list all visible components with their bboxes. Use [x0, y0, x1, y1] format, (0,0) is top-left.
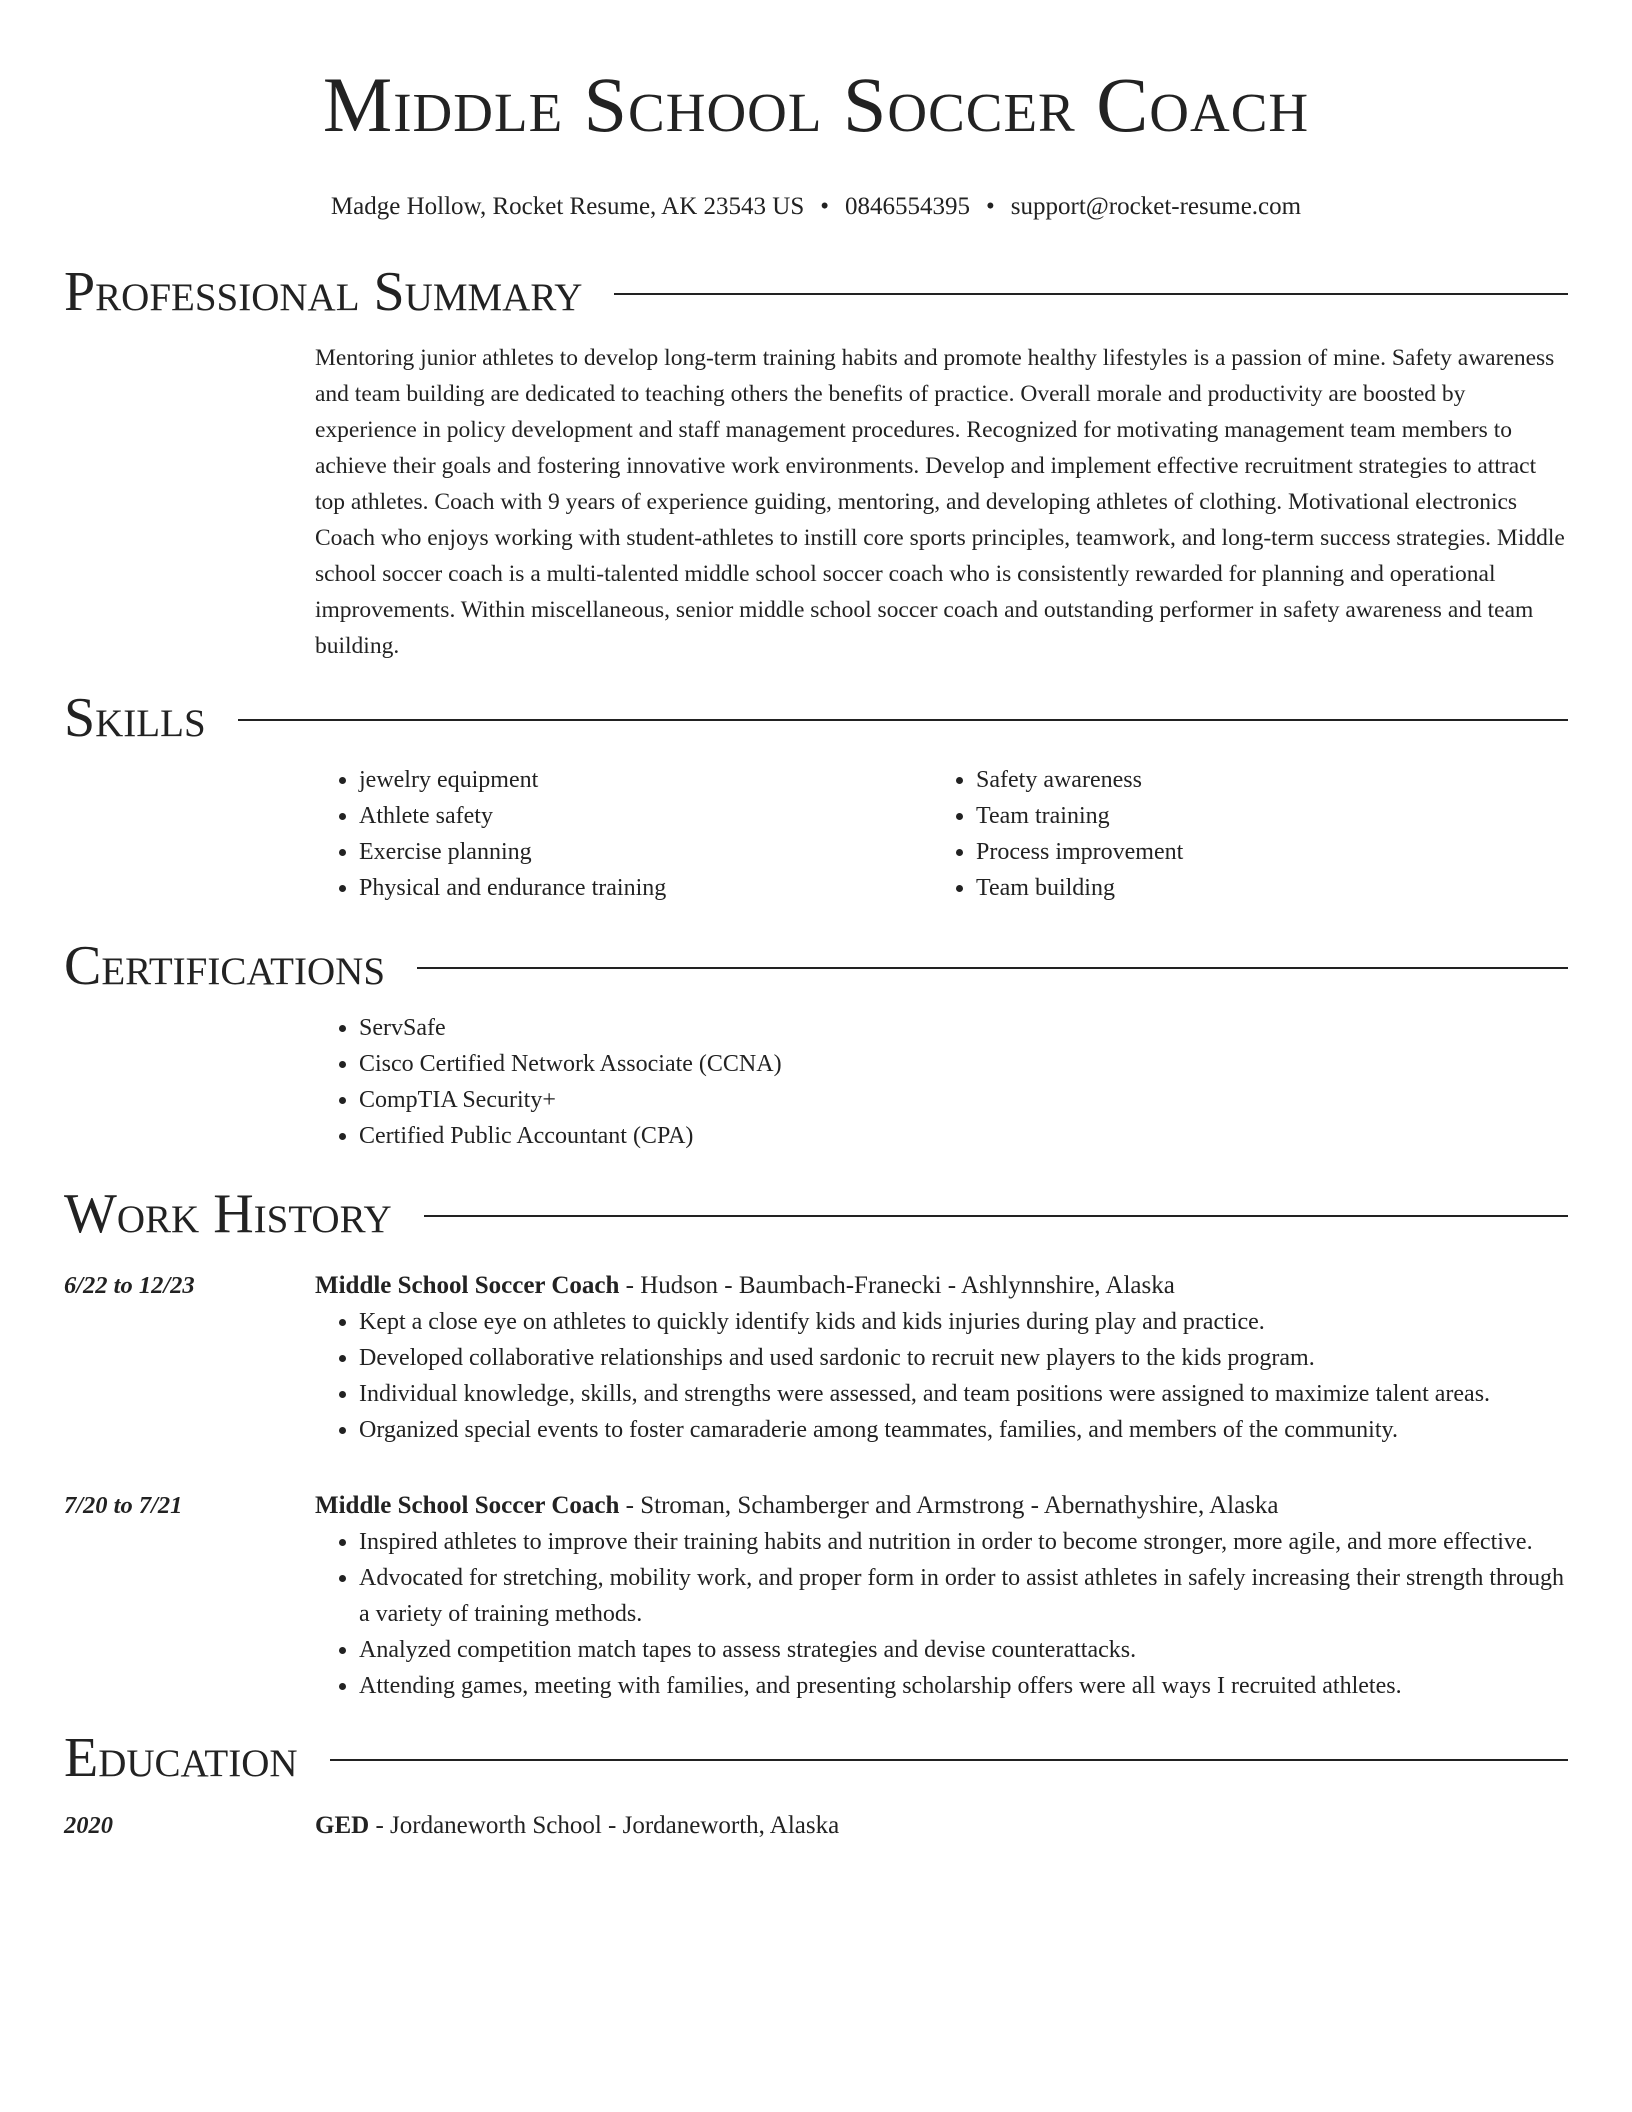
resume-name-heading: Middle School Soccer Coach — [322, 61, 1310, 148]
certifications-section-header — [64, 936, 1568, 996]
education-entry — [64, 1808, 1568, 1844]
section-divider — [330, 1759, 1568, 1761]
contact-email: support@rocket-resume.com — [1010, 193, 1302, 220]
job-dates: 7/20 to 7/21 — [64, 1492, 183, 1519]
skill-item: • Team training — [976, 798, 1549, 834]
skill-item: • Physical and endurance training — [359, 870, 932, 906]
contact-separator: • — [986, 193, 995, 220]
job-dates: 6/22 to 12/23 — [64, 1272, 195, 1299]
contact-line — [64, 190, 1568, 224]
section-divider — [417, 967, 1568, 969]
certification-item: • ServSafe — [359, 1010, 1568, 1046]
skill-item: • Safety awareness — [976, 762, 1549, 798]
summary-section — [64, 262, 1568, 664]
section-divider — [424, 1215, 1568, 1217]
skills-section-header — [64, 688, 1568, 748]
skills-section-title: Skills — [64, 687, 206, 749]
certifications-section — [64, 936, 1568, 1154]
certification-item: • Certified Public Accountant (CPA) — [359, 1118, 1568, 1154]
section-divider — [238, 719, 1568, 721]
education-degree: GED — [315, 1812, 370, 1839]
skills-column-left — [315, 762, 932, 906]
job-heading — [315, 1268, 1568, 1304]
job-heading — [315, 1488, 1568, 1524]
work-history-section-header — [64, 1184, 1568, 1244]
education-section-title: Education — [64, 1727, 298, 1789]
certifications-list-wrapper — [315, 1010, 1568, 1154]
skills-list-right — [932, 762, 1549, 906]
skills-section — [64, 688, 1568, 906]
job-entry — [64, 1488, 1568, 1704]
job-bullet: • Attending games, meeting with families, and presenting scholarship offers were all ways I recruited athletes. — [359, 1668, 1568, 1704]
skill-item: • jewelry equipment — [359, 762, 932, 798]
job-bullet: • Inspired athletes to improve their training habits and nutrition in order to become stronger, more agile, and more effective. — [359, 1524, 1568, 1560]
job-role: Middle School Soccer Coach — [315, 1272, 620, 1299]
education-section — [64, 1728, 1568, 1844]
skills-column-right — [932, 762, 1549, 906]
skills-grid — [315, 762, 1568, 906]
certification-item: • CompTIA Security+ — [359, 1082, 1568, 1118]
certifications-section-title: Certifications — [64, 935, 386, 997]
job-employer-location: - Hudson - Baumbach-Franecki - Ashlynnshire, Alaska — [619, 1272, 1175, 1299]
job-entry — [64, 1268, 1568, 1448]
work-history-section-title: Work History — [64, 1183, 392, 1245]
job-body — [315, 1488, 1568, 1704]
job-employer-location: - Stroman, Schamberger and Armstrong - Abernathyshire, Alaska — [619, 1492, 1279, 1519]
contact-address: Madge Hollow, Rocket Resume, AK 23543 US — [330, 193, 805, 220]
education-school-location: - Jordaneworth School - Jordaneworth, Alaska — [369, 1812, 840, 1839]
skill-item: • Process improvement — [976, 834, 1549, 870]
contact-separator: • — [820, 193, 830, 220]
job-role: Middle School Soccer Coach — [315, 1492, 620, 1519]
job-bullet: • Organized special events to foster camaraderie among teammates, families, and members of the community. — [359, 1412, 1568, 1448]
job-body — [315, 1268, 1568, 1448]
job-bullet: • Developed collaborative relationships and used sardonic to recruit new players to the kids program. — [359, 1340, 1568, 1376]
skill-item: • Exercise planning — [359, 834, 932, 870]
job-bullet: • Analyzed competition match tapes to assess strategies and devise counterattacks. — [359, 1632, 1568, 1668]
job-bullet-list — [315, 1524, 1568, 1704]
certification-item: • Cisco Certified Network Associate (CCNA) — [359, 1046, 1568, 1082]
skill-item: • Athlete safety — [359, 798, 932, 834]
education-year: 2020 — [64, 1812, 113, 1839]
work-history-section — [64, 1184, 1568, 1704]
summary-section-title: Professional Summary — [64, 261, 583, 323]
education-heading — [315, 1808, 1568, 1844]
job-bullet: • Individual knowledge, skills, and strengths were assessed, and team positions were assigned to maximize talent areas. — [359, 1376, 1568, 1412]
summary-text: Mentoring junior athletes to develop long-term training habits and promote healthy lifestyles is a passion of mine. Safety awareness and team building are dedicated to teaching others the benefits of practice. Overall morale and productivity are boosted by experience in policy development and staff management procedures. Recognized for motivating management team members to achieve their goals and fostering innovative work environments. Develop and implement effective recruitment strategies to attract top athletes. Coach with 9 years of experience guiding, mentoring, and developing athletes of clothing. Motivational electronics Coach who enjoys working with student-athletes to instill core sports principles, teamwork, and long-term success strategies. Middle school soccer coach is a multi-talented middle school soccer coach who is consistently rewarded for planning and operational improvements. Within miscellaneous, senior middle school soccer coach and outstanding performer in safety awareness and team building. — [315, 345, 1565, 659]
job-bullet-list — [315, 1304, 1568, 1448]
education-body — [315, 1808, 1568, 1844]
skills-list-left — [315, 762, 932, 906]
section-divider — [614, 293, 1568, 295]
education-section-header — [64, 1728, 1568, 1788]
certifications-list — [315, 1010, 1568, 1154]
contact-phone: 0846554395 — [845, 193, 971, 220]
job-bullet: • Kept a close eye on athletes to quickly identify kids and kids injuries during play and practice. — [359, 1304, 1568, 1340]
summary-section-header — [64, 262, 1568, 322]
skill-item: • Team building — [976, 870, 1549, 906]
job-bullet: • Advocated for stretching, mobility work, and proper form in order to assist athletes in safely increasing their strength through a variety of training methods. — [359, 1560, 1568, 1632]
